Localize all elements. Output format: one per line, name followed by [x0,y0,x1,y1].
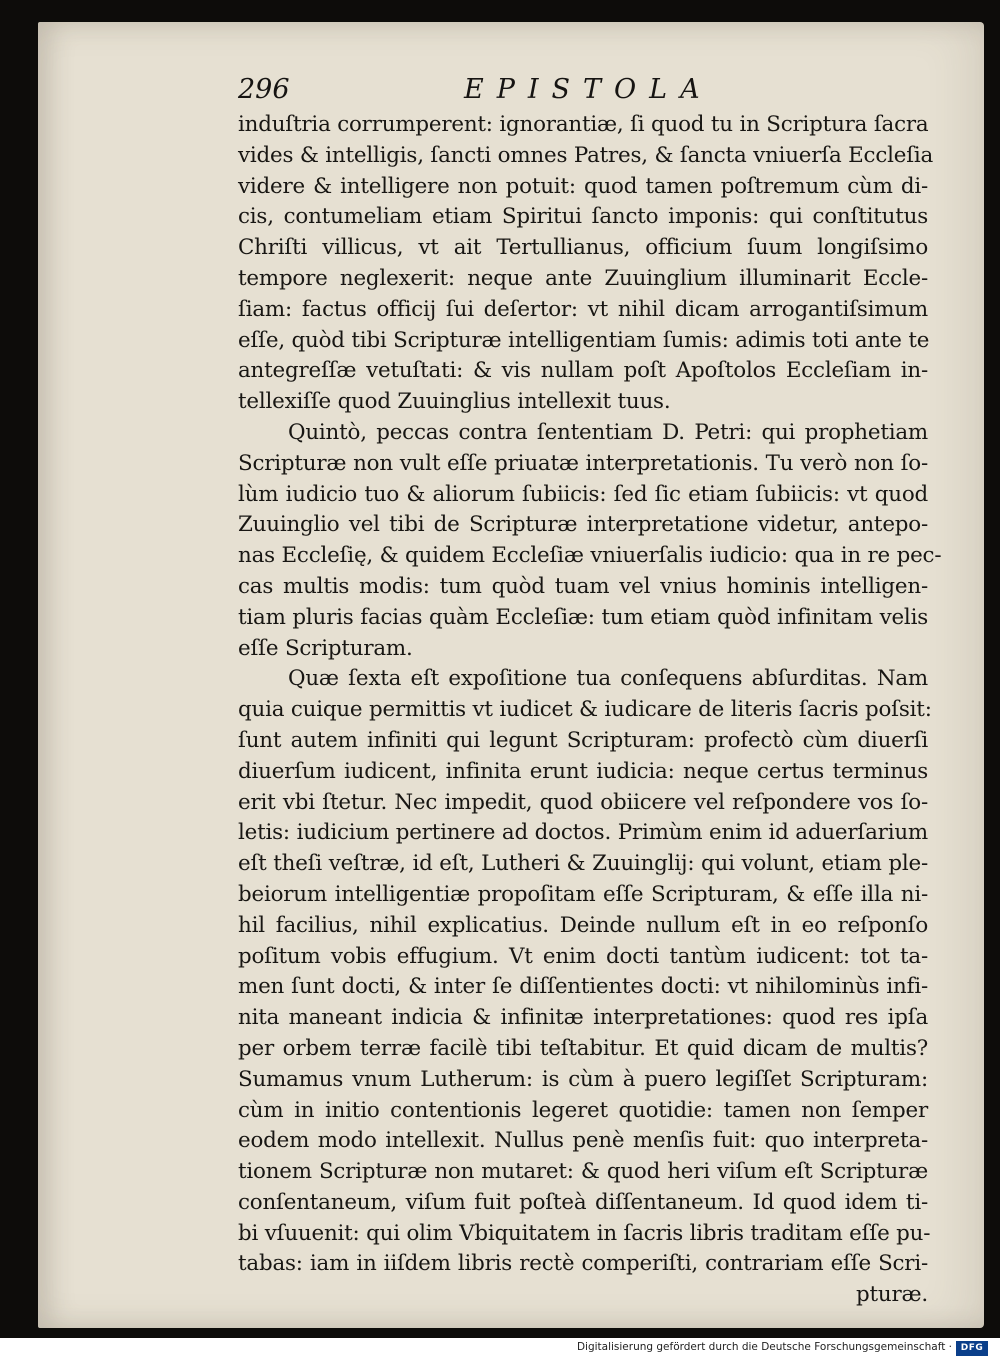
text-line: quia cuique permittis vt iudicet & iudicare de literis ſacris poſsit: [238,697,932,723]
text-line: cùm in initio contentionis legeret quotidie: tamen non ſemper [238,1097,928,1123]
text-line: eodem modo intellexit. Nullus penè menſis fuit: quo interpreta- [238,1128,928,1154]
footer-bar [0,1338,1000,1359]
text-line: Quintò, peccas contra ſententiam D. Petri: qui prophetiam [288,419,928,445]
running-head-title: EPISTOLA [464,74,713,105]
text-line: eſt theſi veſtræ, id eſt, Lutheri & Zuuinglij: qui volunt, etiam ple- [238,851,928,877]
text-line: bi vſuuenit: qui olim Vbiquitatem in ſacris libris traditam eſſe pu- [238,1220,931,1246]
text-line: eſſe, quòd tibi Scripturæ intelligentiam ſumis: adimis toti ante te [238,327,930,353]
text-line: ſiam: factus officij ſui deſertor: vt nihil dicam arrogantiſsimum [238,296,928,322]
text-line: nita maneant indicia & infinitæ interpretationes: quod res ipſa [238,1005,928,1031]
text-line: lùm iudicio tuo & aliorum ſubiicis: ſed ſic etiam ſubiicis: vt quod [238,481,928,507]
text-line: Quæ ſexta eſt expoſitione tua conſequens abſurditas. Nam [288,666,928,692]
text-line: Chriſti villicus, vt ait Tertullianus, officium ſuum longiſsimo [238,235,928,261]
text-line: diuerſum iudicent, infinita erunt iudicia: neque certus terminus [238,758,928,784]
text-line: cis, contumeliam etiam Spiritui ſancto imponis: qui conſtitutus [238,204,928,230]
text-line: eſſe Scripturam. [238,635,413,661]
text-line: induſtria corrumperent: ignorantiæ, ſi quod tu in Scriptura ſacra [238,112,929,137]
text-line: conſentaneum, viſum fuit poſteà diſſentaneum. Id quod idem ti- [238,1189,928,1215]
text-line: videre & intelligere non potuit: quod tamen poſtremum cùm di- [238,173,928,199]
text-line: Zuuinglio vel tibi de Scripturæ interpretatione videtur, antepo- [238,512,928,538]
text-line: tellexiſſe quod Zuuinglius intellexit tuus. [238,389,671,415]
text-line: nas Eccleſię, & quidem Eccleſiæ vniuerſalis iudicio: qua in re pec- [238,543,942,569]
text-line: Scripturæ non vult eſſe priuatæ interpretationis. Tu verò non ſo- [238,450,928,476]
text-line: cas multis modis: tum quòd tuam vel vnius hominis intelligen- [238,573,928,599]
text-line: men ſunt docti, & inter ſe diſſentientes docti: vt nihilominùs infi- [238,974,928,1000]
dfg-logo-icon: DFG [956,1341,988,1356]
text-line: tempore neglexerit: neque ante Zuuinglium illuminarit Eccle- [238,265,928,291]
text-line: tiam pluris facias quàm Eccleſiæ: tum etiam quòd infinitam velis [238,604,928,630]
text-line: erit vbi ſtetur. Nec impedit, quod obiicere vel reſpondere vos ſo- [238,789,928,815]
text-line: antegreſſæ vetuſtati: & vis nullam poſt Apoſtolos Eccleſiam in- [238,358,928,384]
running-head [238,74,978,110]
text-line: tabas: iam in iiſdem libris rectè comperiſti, contrariam eſſe Scri- [238,1251,928,1277]
text-line: ſunt autem infiniti qui legunt Scripturam: profectò cùm diuerſi [238,727,928,753]
funding-credit: Digitalisierung gefördert durch die Deutsche Forschungsgemeinschaft · [576,1341,952,1353]
text-line: poſitum vobis effugium. Vt enim docti tantùm iudicent: tot ta- [238,943,928,969]
text-line: Sumamus vnum Lutherum: is cùm à puero legiſſet Scripturam: [238,1066,928,1092]
text-line: letis: iudicium pertinere ad doctos. Primùm enim id aduerſarium [238,820,928,846]
book-page [38,22,984,1328]
text-line: pturæ. [856,1282,928,1308]
text-line: beiorum intelligentiæ propoſitam eſſe Scripturam, & eſſe illa ni- [238,881,928,907]
text-line: hil facilius, nihil explicatius. Deinde nullum eſt in eo reſponſo [238,912,928,938]
body-text [238,110,978,1311]
text-line: tionem Scripturæ non mutaret: & quod heri viſum eſt Scripturæ [238,1159,928,1185]
page-number: 296 [238,74,290,105]
text-line: per orbem terræ facilè tibi teſtabitur. Et quid dicam de multis? [238,1035,928,1061]
page-content [238,74,978,1311]
text-line: vides & intelligis, ſancti omnes Patres, & ſancta vniuerſa Eccleſia [238,142,934,168]
